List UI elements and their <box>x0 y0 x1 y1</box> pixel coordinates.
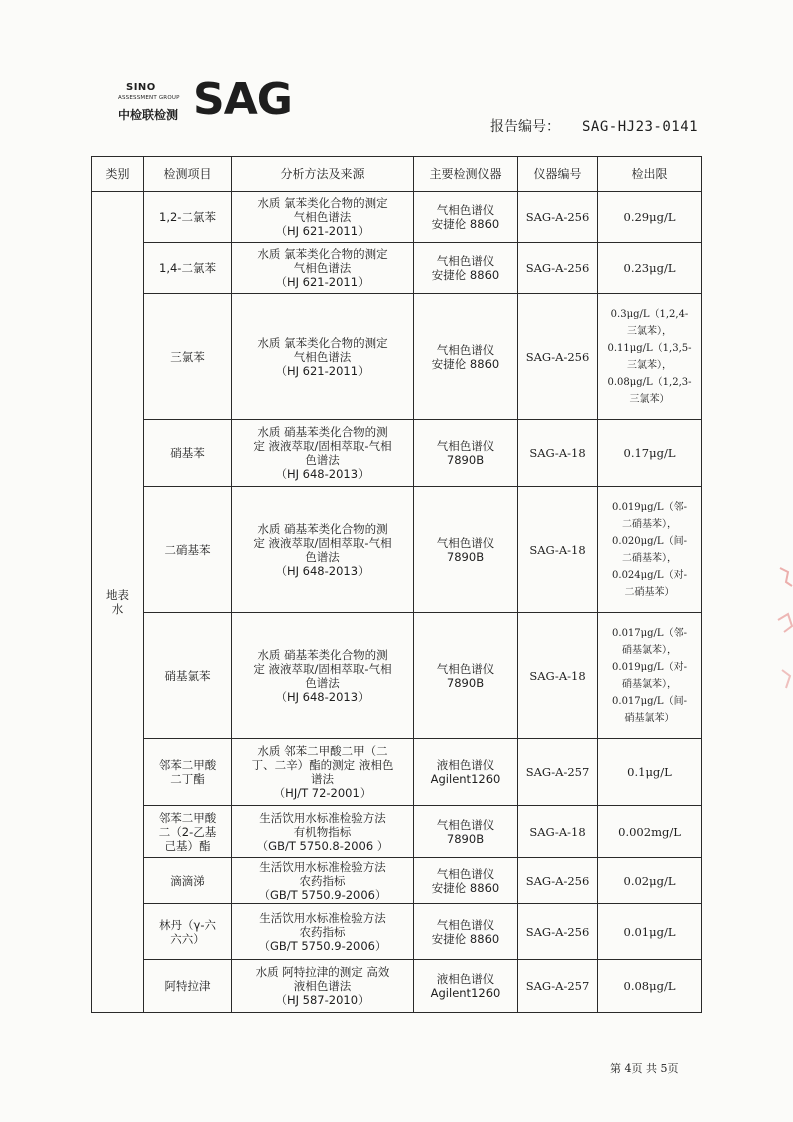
method-line: （HJ 621-2011） <box>275 363 370 378</box>
test-item-line: 六六） <box>170 931 205 946</box>
test-item-line: 1,2-二氯苯 <box>159 210 216 224</box>
method-line: 农药指标 <box>299 873 346 888</box>
detection-limit-cell <box>598 858 702 904</box>
instrument-id-cell <box>518 613 598 739</box>
instrument-line: 安捷伦 8860 <box>431 880 500 895</box>
test-item-cell <box>144 192 232 243</box>
method-line: 液相色谱法 <box>293 979 352 993</box>
method-line: 色谱法 <box>305 549 340 564</box>
method-line: 水质 邻苯二甲酸二甲（二 <box>257 744 388 758</box>
instrument-id: SAG-A-256 <box>525 924 590 939</box>
method-line: （HJ 621-2011） <box>275 224 370 238</box>
instrument-line: 气相色谱仪 <box>436 535 495 550</box>
instrument-id-cell <box>518 420 598 487</box>
detection-limit-cell <box>598 613 702 739</box>
instrument-line: 液相色谱仪 <box>436 972 495 986</box>
instrument-id-cell <box>518 487 598 613</box>
method-line: 水质 氯苯类化合物的测定 <box>257 335 388 350</box>
method-line: （GB/T 5750.9-2006） <box>258 887 387 902</box>
detection-limit-cell <box>598 420 702 487</box>
instrument-id-cell <box>518 294 598 420</box>
method-cell <box>232 960 414 1013</box>
instrument-line: 气相色谱仪 <box>436 439 495 453</box>
instrument-id: SAG-A-256 <box>525 210 590 224</box>
method-line: 气相色谱法 <box>293 261 352 275</box>
logo-assessment-text: ASSESSMENT GROUP <box>118 95 180 101</box>
detection-limit-line: 0.23μg/L <box>623 261 676 275</box>
instrument-line: 安捷伦 8860 <box>431 931 500 946</box>
detection-limit-line: 0.019μg/L（邻- <box>612 501 687 513</box>
detection-limit-line: 0.3μg/L（1,2,4- <box>610 308 689 320</box>
test-item-cell <box>144 243 232 294</box>
instrument-id: SAG-A-256 <box>525 873 590 888</box>
method-line: （HJ 648-2013） <box>275 467 370 481</box>
detection-limit-line: 0.019μg/L（对- <box>612 661 687 673</box>
test-item-line: 二硝基苯 <box>164 542 211 557</box>
instrument-line: 7890B <box>446 675 485 690</box>
test-item-cell <box>144 960 232 1013</box>
test-methods-table <box>91 156 702 1013</box>
category-line: 地表 <box>106 588 129 602</box>
instrument-line: 气相色谱仪 <box>436 866 495 881</box>
test-item-line: 邻苯二甲酸 <box>158 810 217 825</box>
detection-limit-cell <box>598 487 702 613</box>
table-row <box>92 858 702 904</box>
method-cell <box>232 487 414 613</box>
detection-limit-line: 二硝基苯）， <box>622 552 677 564</box>
instrument-line: 安捷伦 8860 <box>431 268 500 282</box>
logo-sag-text: SAG <box>193 74 292 125</box>
method-line: 水质 氯苯类化合物的测定 <box>257 196 388 210</box>
instrument-id: SAG-A-257 <box>525 765 590 779</box>
table-row <box>92 420 702 487</box>
instrument-line: 气相色谱仪 <box>436 917 495 932</box>
column-header: 主要检测仪器 <box>414 157 518 192</box>
method-line: 生活饮用水标准检验方法 <box>259 859 386 874</box>
method-cell <box>232 420 414 487</box>
method-cell <box>232 243 414 294</box>
method-line: 水质 硝基苯类化合物的测 <box>257 647 388 662</box>
detection-limit-line: 0.29μg/L <box>623 210 676 224</box>
detection-limit-line: 0.1μg/L <box>627 765 672 779</box>
method-line: （HJ 648-2013） <box>275 689 370 704</box>
test-item-line: 邻苯二甲酸 <box>158 758 217 772</box>
detection-limit-line: 硝基氯苯） <box>624 712 675 724</box>
table-row <box>92 294 702 420</box>
category-line: 水 <box>111 602 124 616</box>
instrument-id-cell <box>518 904 598 960</box>
detection-limit-line: 0.08μg/L（1,2,3- <box>607 376 692 388</box>
test-item-line: 硝基苯 <box>170 446 205 460</box>
report-number-line <box>490 116 698 136</box>
method-line: 气相色谱法 <box>293 210 352 224</box>
logo-sino-text: SINO <box>126 82 156 93</box>
table-row <box>92 739 702 806</box>
method-line: 生活饮用水标准检验方法 <box>259 810 386 825</box>
test-item-cell <box>144 858 232 904</box>
category-cell <box>92 192 144 1013</box>
detection-limit-line: 硝基氯苯）， <box>622 644 677 656</box>
method-line: 色谱法 <box>305 453 340 467</box>
table-header-row <box>92 157 702 192</box>
test-item-line: 二丁酯 <box>170 772 205 786</box>
red-seal-stamp-fragment <box>768 560 793 700</box>
method-line: （HJ 621-2011） <box>275 275 370 289</box>
instrument-id-cell <box>518 192 598 243</box>
method-line: （HJ 587-2010） <box>275 993 370 1007</box>
instrument-line: 气相色谱仪 <box>436 817 495 832</box>
instrument-cell <box>414 739 518 806</box>
instrument-line: Agilent1260 <box>430 772 501 786</box>
test-item-line: 滴滴涕 <box>170 873 205 888</box>
instrument-line: 气相色谱仪 <box>436 203 495 217</box>
detection-limit-line: 二硝基苯） <box>624 586 675 598</box>
detection-limit-cell <box>598 243 702 294</box>
instrument-cell <box>414 806 518 858</box>
method-line: 定 液液萃取/固相萃取-气相 <box>253 439 392 453</box>
method-line: 水质 硝基苯类化合物的测 <box>257 425 388 439</box>
company-logo <box>118 74 292 132</box>
test-item-line: 林丹（γ-六 <box>159 917 216 932</box>
column-header: 仪器编号 <box>518 157 598 192</box>
detection-limit-line: 0.01μg/L <box>623 924 676 939</box>
detection-limit-line: 0.024μg/L（对- <box>612 569 687 581</box>
test-item-line: 阿特拉津 <box>164 979 211 993</box>
test-item-cell <box>144 294 232 420</box>
method-line: （HJ 648-2013） <box>275 563 370 578</box>
detection-limit-line: 0.17μg/L <box>623 446 676 460</box>
column-header: 分析方法及来源 <box>232 157 414 192</box>
instrument-line: 气相色谱仪 <box>436 342 495 357</box>
detection-limit-cell <box>598 739 702 806</box>
instrument-cell <box>414 613 518 739</box>
method-cell <box>232 739 414 806</box>
table-row <box>92 960 702 1013</box>
test-item-line: 己基）酯 <box>164 838 211 853</box>
instrument-line: 液相色谱仪 <box>436 758 495 772</box>
page-number: 第 4页 共 5页 <box>610 1062 679 1075</box>
detection-limit-line: 0.017μg/L（间- <box>612 695 687 707</box>
instrument-cell <box>414 487 518 613</box>
instrument-id-cell <box>518 858 598 904</box>
detection-limit-cell <box>598 806 702 858</box>
detection-limit-cell <box>598 294 702 420</box>
table-row <box>92 487 702 613</box>
table-row <box>92 904 702 960</box>
test-item-line: 二（2-乙基 <box>158 824 217 839</box>
instrument-id: SAG-A-257 <box>525 979 590 993</box>
instrument-id: SAG-A-18 <box>529 542 586 557</box>
instrument-cell <box>414 420 518 487</box>
test-item-cell <box>144 904 232 960</box>
detection-limit-line: 0.02μg/L <box>623 873 676 888</box>
method-cell <box>232 858 414 904</box>
method-line: （HJ/T 72-2001） <box>273 786 372 800</box>
method-line: 水质 阿特拉津的测定 高效 <box>255 965 390 979</box>
report-number-label: 报告编号： <box>490 119 560 135</box>
detection-limit-line: 0.002mg/L <box>618 824 681 839</box>
method-cell <box>232 294 414 420</box>
instrument-id: SAG-A-18 <box>529 824 586 839</box>
method-line: 有机物指标 <box>293 824 352 839</box>
instrument-id-cell <box>518 960 598 1013</box>
instrument-id: SAG-A-256 <box>525 349 590 364</box>
instrument-line: 7890B <box>446 453 485 467</box>
instrument-line: 7890B <box>446 831 485 846</box>
instrument-line: 气相色谱仪 <box>436 661 495 676</box>
instrument-line: Agilent1260 <box>430 986 501 1000</box>
method-line: 气相色谱法 <box>293 349 352 364</box>
method-line: 谱法 <box>311 772 334 786</box>
detection-limit-cell <box>598 904 702 960</box>
test-item-line: 硝基氯苯 <box>164 668 211 683</box>
detection-limit-line: 0.11μg/L（1,3,5- <box>607 342 692 354</box>
instrument-cell <box>414 243 518 294</box>
method-line: 丁、二辛）酯的测定 液相色 <box>251 758 394 772</box>
method-line: （GB/T 5750.8-2006 ） <box>256 838 389 853</box>
instrument-id: SAG-A-18 <box>529 668 586 683</box>
method-cell <box>232 613 414 739</box>
test-item-line: 1,4-二氯苯 <box>159 261 216 275</box>
instrument-id: SAG-A-256 <box>525 261 590 275</box>
detection-limit-cell <box>598 192 702 243</box>
method-line: 水质 硝基苯类化合物的测 <box>257 521 388 536</box>
test-item-cell <box>144 420 232 487</box>
instrument-cell <box>414 192 518 243</box>
test-item-cell <box>144 806 232 858</box>
instrument-cell <box>414 294 518 420</box>
test-item-cell <box>144 739 232 806</box>
detection-limit-cell <box>598 960 702 1013</box>
instrument-id: SAG-A-18 <box>529 446 586 460</box>
detection-limit-line: 硝基氯苯）， <box>622 678 677 690</box>
method-line: 色谱法 <box>305 675 340 690</box>
instrument-cell <box>414 960 518 1013</box>
detection-limit-line: 三氯苯） <box>629 393 670 405</box>
method-line: 生活饮用水标准检验方法 <box>259 910 386 925</box>
instrument-id-cell <box>518 806 598 858</box>
instrument-id-cell <box>518 739 598 806</box>
table-row <box>92 192 702 243</box>
method-cell <box>232 904 414 960</box>
table-row <box>92 613 702 739</box>
method-line: 水质 氯苯类化合物的测定 <box>257 247 388 261</box>
detection-limit-line: 0.020μg/L（间- <box>612 535 687 547</box>
logo-chinese-text: 中检联检测 <box>118 108 179 122</box>
detection-limit-line: 三氯苯）， <box>627 359 672 371</box>
test-item-cell <box>144 487 232 613</box>
method-cell <box>232 806 414 858</box>
instrument-line: 安捷伦 8860 <box>431 217 500 231</box>
test-item-line: 三氯苯 <box>170 349 205 364</box>
detection-limit-line: 二硝基苯）， <box>622 518 677 530</box>
instrument-line: 7890B <box>446 549 485 564</box>
instrument-cell <box>414 904 518 960</box>
instrument-id-cell <box>518 243 598 294</box>
column-header: 检出限 <box>598 157 702 192</box>
method-line: 定 液液萃取/固相萃取-气相 <box>253 535 392 550</box>
table-row <box>92 806 702 858</box>
detection-limit-line: 0.08μg/L <box>623 979 676 993</box>
test-item-cell <box>144 613 232 739</box>
method-line: （GB/T 5750.9-2006） <box>258 938 387 953</box>
method-line: 农药指标 <box>299 924 346 939</box>
method-cell <box>232 192 414 243</box>
column-header: 类别 <box>92 157 144 192</box>
method-line: 定 液液萃取/固相萃取-气相 <box>253 661 392 676</box>
report-number-value: SAG-HJ23-0141 <box>582 119 699 135</box>
instrument-line: 安捷伦 8860 <box>431 356 500 371</box>
detection-limit-line: 三氯苯）， <box>627 325 672 337</box>
instrument-cell <box>414 858 518 904</box>
table-row <box>92 243 702 294</box>
detection-limit-line: 0.017μg/L（邻- <box>612 627 687 639</box>
column-header: 检测项目 <box>144 157 232 192</box>
instrument-line: 气相色谱仪 <box>436 254 495 268</box>
